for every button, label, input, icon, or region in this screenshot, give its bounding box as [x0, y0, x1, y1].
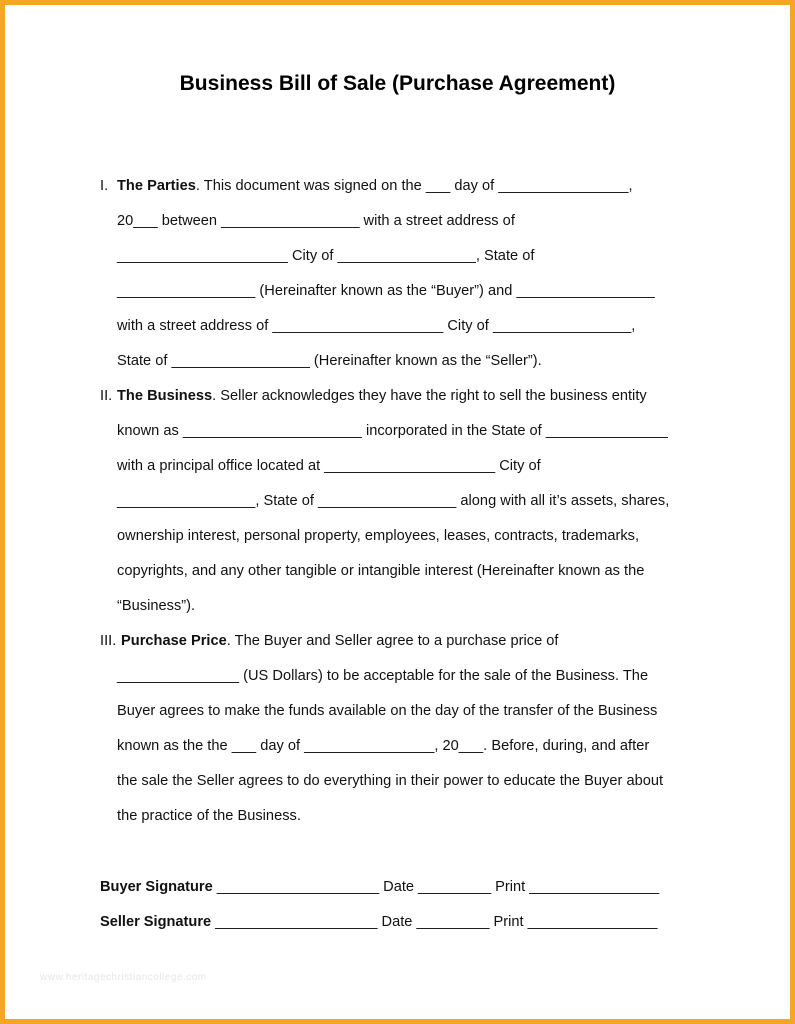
- seller-signature-line: [100, 914, 657, 930]
- section-text: . Seller acknowledges they have the right to sell the business entity: [212, 388, 647, 404]
- seller-signature-label: Seller Signature: [100, 914, 212, 930]
- section-text: . This document was signed on the ___ day of ________________,: [195, 178, 633, 194]
- section-number: II.: [100, 388, 113, 404]
- page-title: Business Bill of Sale (Purchase Agreement): [179, 72, 616, 95]
- section-text-line: “Business”).: [117, 598, 196, 614]
- section-number: III.: [100, 633, 117, 649]
- section-text-line: known as ______________________ incorporated in the State of _______________: [117, 423, 668, 439]
- section-text-line: ownership interest, personal property, employees, leases, contracts, trademarks,: [117, 528, 640, 544]
- section-text-line: the sale the Seller agrees to do everything in their power to educate the Buyer about: [117, 773, 664, 789]
- section-text-line: the practice of the Business.: [117, 808, 301, 824]
- section-heading: The Parties: [117, 178, 196, 194]
- section-first-line: [117, 388, 647, 404]
- section-text-line: 20___ between _________________ with a street address of: [117, 213, 515, 229]
- section-text-line: copyrights, and any other tangible or intangible interest (Hereinafter known as the: [117, 563, 645, 579]
- section-text-line: Buyer agrees to make the funds available on the day of the transfer of the Business: [117, 703, 658, 719]
- section-text-line: State of _________________ (Hereinafter known as the “Seller”).: [117, 353, 542, 369]
- buyer-signature-label: Buyer Signature: [100, 879, 213, 895]
- section-number: I.: [100, 178, 109, 194]
- section-text-line: _________________, State of _________________ along with all it’s assets, shares,: [117, 493, 670, 509]
- section-first-line: [117, 178, 633, 194]
- section-text-line: known as the the ___ day of ________________, 20___. Before, during, and after: [117, 738, 650, 754]
- section-heading: The Business: [117, 388, 213, 404]
- seller-signature-fields: ____________________ Date _________ Print ________________: [211, 914, 658, 930]
- section-text-line: with a street address of _____________________ City of _________________,: [117, 318, 636, 334]
- watermark: www.heritagechristiancollege.com: [40, 972, 207, 983]
- section-text-line: with a principal office located at _____________________ City of: [117, 458, 541, 474]
- section-heading: Purchase Price: [121, 633, 227, 649]
- section-text-line: _______________ (US Dollars) to be acceptable for the sale of the Business. The: [117, 668, 649, 684]
- buyer-signature-line: [100, 879, 659, 895]
- section-first-line: [121, 633, 559, 649]
- section-text-line: _____________________ City of _________________, State of: [117, 248, 535, 264]
- buyer-signature-fields: ____________________ Date _________ Print ________________: [212, 879, 660, 895]
- section-text-line: _________________ (Hereinafter known as the “Buyer”) and _________________: [117, 283, 655, 299]
- section-text: . The Buyer and Seller agree to a purchase price of: [226, 633, 559, 649]
